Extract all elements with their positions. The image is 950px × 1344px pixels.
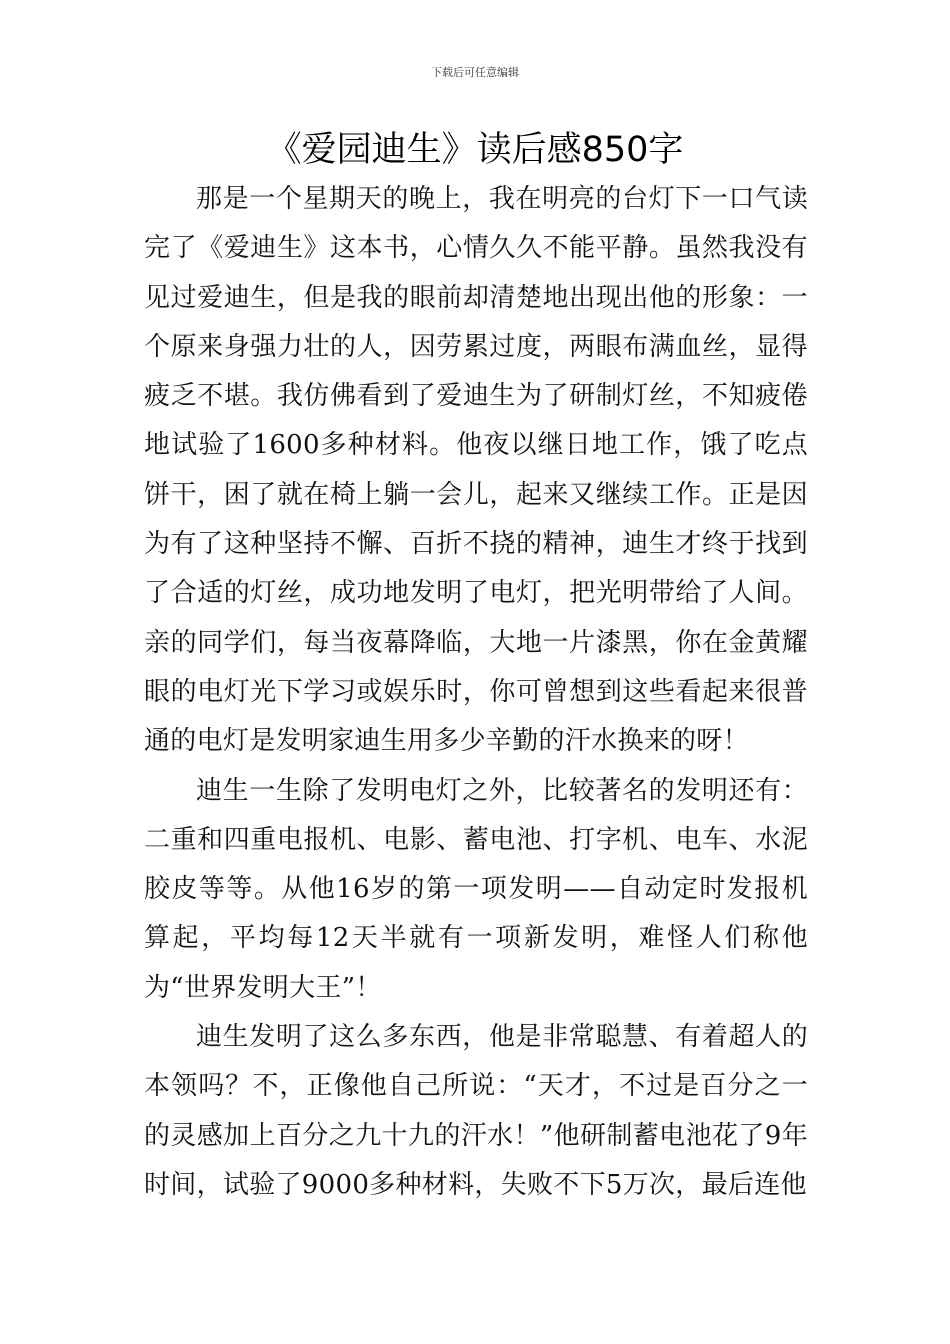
document-title: 《爱园迪生》读后感850字: [266, 130, 684, 170]
paragraph-2: 迪生一生除了发明电灯之外，比较著名的发明还有：二重和四重电报机、电影、蓄电池、打字机、电车、水泥胶皮等等。从他16岁的第一项发明——自动定时发报机算起，平均每12天半就有一项新发明，难怪人们称他为“世界发明大王”！: [144, 775, 808, 1003]
page-header-note: 下载后可任意编辑: [431, 66, 519, 79]
document-body: [144, 175, 808, 1210]
paragraph-3: 迪生发明了这么多东西，他是非常聪慧、有着超人的本领吗？不，正像他自己所说：“天才，不过是百分之一的灵感加上百分之九十九的汗水！”他研制蓄电池花了9年时间，试验了9000多种材料，失败不下5万次，最后连他: [144, 1022, 808, 1200]
paragraph-1: 那是一个星期天的晚上，我在明亮的台灯下一口气读完了《爱迪生》这本书，心情久久不能平静。虽然我没有见过爱迪生，但是我的眼前却清楚地出现出他的形象：一个原来身强力壮的人，因劳累过度，两眼布满血丝，显得疲乏不堪。我仿佛看到了爱迪生为了研制灯丝，不知疲倦地试验了1600多种材料。他夜以继日地工作，饿了吃点饼干，困了就在椅上躺一会儿，起来又继续工作。正是因为有了这种坚持不懈、百折不挠的精神，迪生才终于找到了合适的灯丝，成功地发明了电灯，把光明带给了人间。亲的同学们，每当夜幕降临，大地一片漆黑，你在金黄耀眼的电灯光下学习或娱乐时，你可曾想到这些看起来很普通的电灯是发明家迪生用多少辛勤的汗水换来的呀！: [144, 184, 808, 757]
